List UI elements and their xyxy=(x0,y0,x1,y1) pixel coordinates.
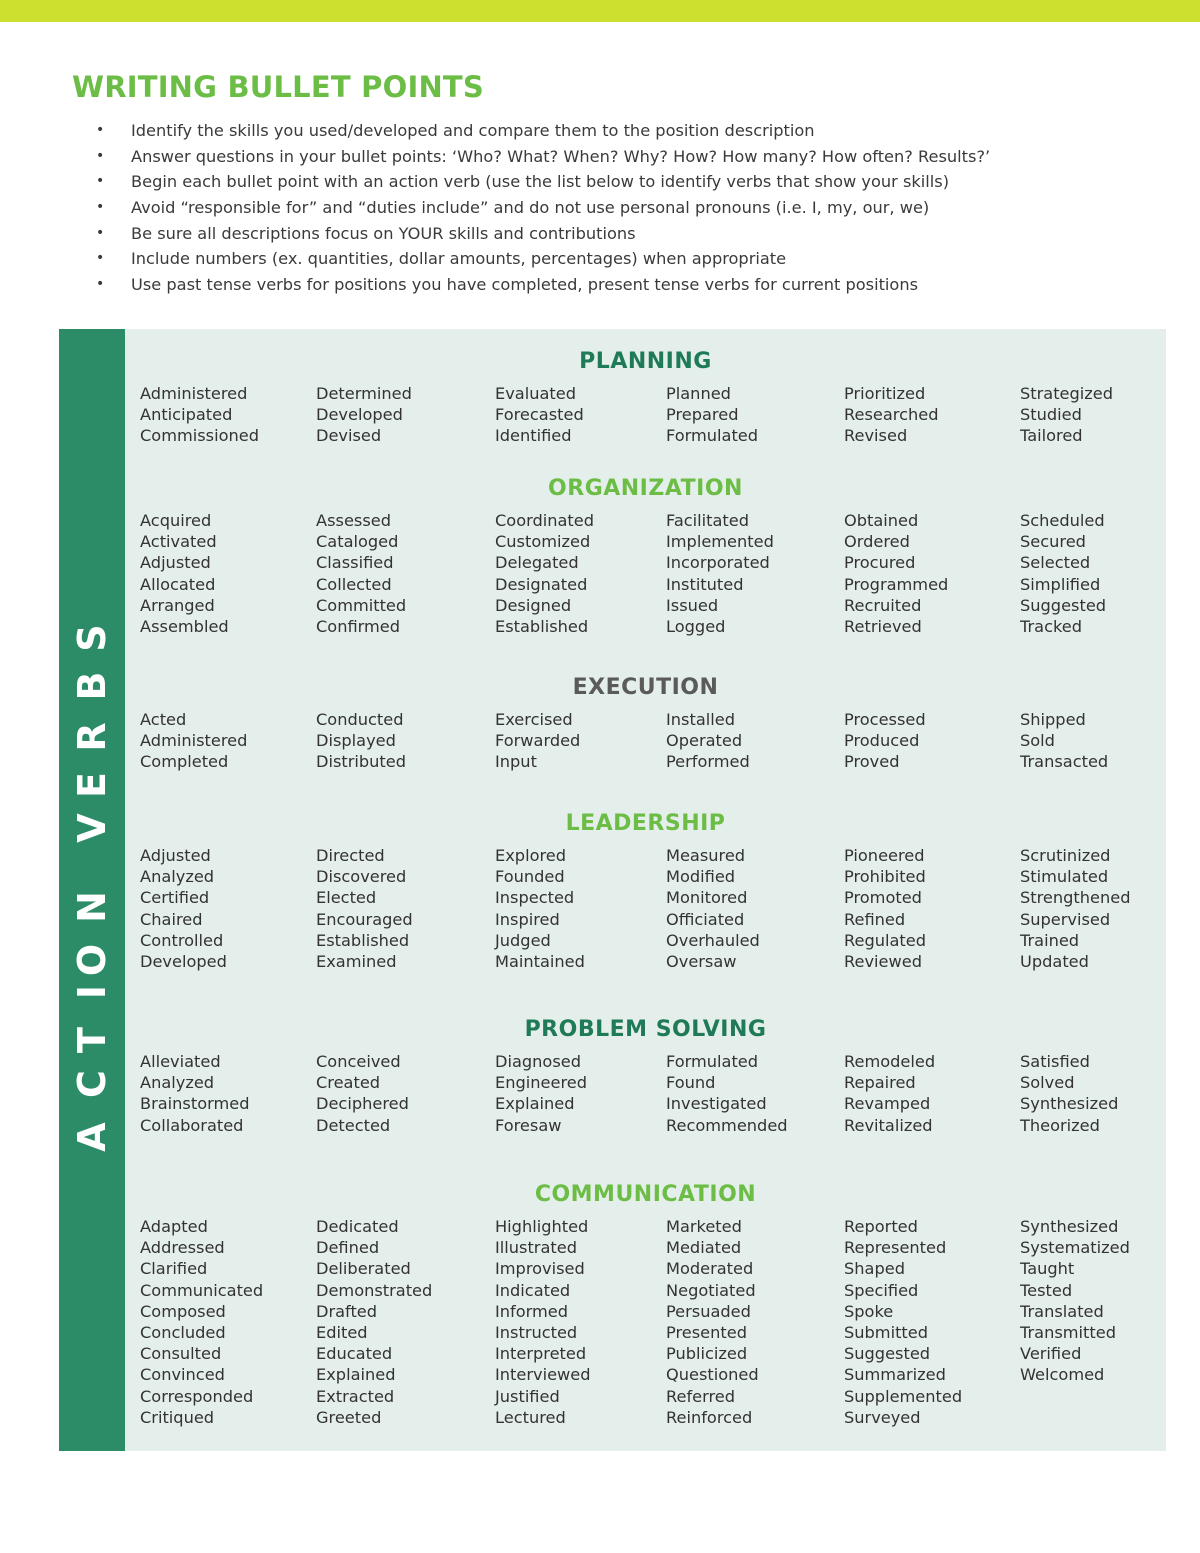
verb-column xyxy=(844,845,926,972)
verb-column xyxy=(316,845,413,972)
list-item-text: Include numbers (ex. quantities, dollar amounts, percentages) when appropriate xyxy=(131,249,787,269)
verb-item: Marketed xyxy=(666,1217,742,1236)
verb-item: Completed xyxy=(140,752,229,772)
verb-column xyxy=(140,383,259,447)
verb-item: Determined xyxy=(316,384,412,403)
verb-item: Justified xyxy=(495,1386,560,1406)
list-item xyxy=(96,195,1156,221)
verb-item: Strategized xyxy=(1020,384,1114,403)
verb-column xyxy=(844,1051,935,1136)
verb-item: Exercised xyxy=(495,710,573,729)
tips-list xyxy=(96,118,1156,298)
verb-item: Conducted xyxy=(316,710,404,729)
verb-item: Synthesized xyxy=(1020,1094,1119,1114)
verb-item: Promoted xyxy=(844,888,922,908)
verb-item: Secured xyxy=(1020,532,1086,552)
list-item xyxy=(96,169,1156,195)
bullet-glyph: • xyxy=(96,199,105,216)
verb-item: Moderated xyxy=(666,1259,754,1279)
verb-item: Dedicated xyxy=(316,1217,399,1236)
verb-item: Explained xyxy=(316,1365,396,1385)
page-title: WRITING BULLET POINTS xyxy=(72,70,484,104)
list-item-text: Be sure all descriptions focus on YOUR skills and contributions xyxy=(131,223,636,243)
sidebar-letter: N xyxy=(70,891,114,923)
sidebar-letter: S xyxy=(70,624,114,652)
verb-item: Analyzed xyxy=(140,1073,215,1093)
verb-item: Examined xyxy=(316,951,397,971)
verb-item: Corresponded xyxy=(140,1386,254,1406)
verb-item: Solved xyxy=(1020,1073,1075,1093)
verb-item: Referred xyxy=(666,1386,736,1406)
verb-column xyxy=(495,1051,587,1136)
verb-item: Inspired xyxy=(495,909,560,929)
verb-column xyxy=(495,383,584,447)
verb-item: Prioritized xyxy=(844,384,926,403)
verb-item: Repaired xyxy=(844,1073,916,1093)
verb-item: Administered xyxy=(140,731,248,751)
verb-item: Classified xyxy=(316,553,394,573)
verb-item: Transmitted xyxy=(1020,1322,1116,1342)
verb-item: Educated xyxy=(316,1344,393,1364)
bullet-glyph: • xyxy=(96,173,105,190)
sidebar-letter: A xyxy=(70,1122,114,1152)
verb-item: Convinced xyxy=(140,1365,225,1385)
section-title: COMMUNICATION xyxy=(534,1182,757,1207)
verb-item: Programmed xyxy=(844,574,949,594)
verb-column xyxy=(316,1216,432,1428)
verb-item: Reported xyxy=(844,1217,918,1236)
verb-item: Interviewed xyxy=(495,1365,591,1385)
bullet-glyph: • xyxy=(96,250,105,267)
verb-item: Designated xyxy=(495,574,588,594)
verb-item: Judged xyxy=(495,930,551,950)
verb-item: Collaborated xyxy=(140,1115,244,1135)
verb-item: Arranged xyxy=(140,595,215,615)
verb-item: Spoke xyxy=(844,1301,894,1321)
verb-column xyxy=(844,510,948,637)
verb-item: Mediated xyxy=(666,1238,742,1258)
verb-item: Obtained xyxy=(844,511,919,530)
verb-column xyxy=(316,383,412,447)
verb-item: Strengthened xyxy=(1020,888,1131,908)
verb-item: Instituted xyxy=(666,574,744,594)
verb-item: Developed xyxy=(316,405,403,425)
verb-item: Delegated xyxy=(495,553,579,573)
verb-column xyxy=(666,383,758,447)
verb-column xyxy=(1020,510,1106,637)
verb-item: Deciphered xyxy=(316,1094,409,1114)
verb-item: Inspected xyxy=(495,888,575,908)
verb-column xyxy=(495,1216,591,1428)
verb-item: Extracted xyxy=(316,1386,395,1406)
verb-item: Refined xyxy=(844,909,906,929)
verb-item: Illustrated xyxy=(495,1238,577,1258)
verb-item: Collected xyxy=(316,574,392,594)
verb-column xyxy=(844,1216,962,1428)
section-title: PLANNING xyxy=(579,349,712,374)
verb-item: Pioneered xyxy=(844,846,925,865)
verb-column xyxy=(316,1051,409,1136)
verb-item: Found xyxy=(666,1073,716,1093)
verb-item: Established xyxy=(495,616,589,636)
verb-item: Forwarded xyxy=(495,731,581,751)
verb-item: Performed xyxy=(666,752,750,772)
verb-item: Alleviated xyxy=(140,1052,221,1071)
verb-item: Formulated xyxy=(666,1052,759,1071)
verb-item: Shipped xyxy=(1020,710,1086,729)
verb-item: Supervised xyxy=(1020,909,1111,929)
verb-item: Reviewed xyxy=(844,951,922,971)
verb-item: Administered xyxy=(140,384,248,403)
verb-item: Designed xyxy=(495,595,572,615)
section-title: EXECUTION xyxy=(572,675,719,700)
verb-item: Engineered xyxy=(495,1073,587,1093)
verb-item: Adjusted xyxy=(140,846,211,865)
verb-item: Submitted xyxy=(844,1322,929,1342)
verb-column xyxy=(1020,1216,1130,1386)
list-item-text: Answer questions in your bullet points: ‘Who? What? When? Why? How? How many? How often? Results?’ xyxy=(131,146,991,166)
verb-item: Conceived xyxy=(316,1052,401,1071)
verb-column xyxy=(316,709,406,773)
verb-item: Defined xyxy=(316,1238,380,1258)
verb-column xyxy=(666,510,774,637)
verb-item: Detected xyxy=(316,1115,391,1135)
verb-item: Researched xyxy=(844,405,939,425)
verb-item: Reinforced xyxy=(666,1407,753,1427)
bullet-glyph: • xyxy=(96,147,105,164)
verb-item: Acquired xyxy=(140,511,212,530)
verb-column xyxy=(666,845,760,972)
verb-item: Scheduled xyxy=(1020,511,1105,530)
verb-item: Activated xyxy=(140,532,217,552)
verb-item: Distributed xyxy=(316,752,407,772)
verb-item: Implemented xyxy=(666,532,774,552)
verb-item: Taught xyxy=(1020,1259,1075,1279)
verb-column xyxy=(140,709,247,773)
verb-item: Translated xyxy=(1020,1301,1104,1321)
sidebar-letter: O xyxy=(70,943,114,977)
verb-column xyxy=(1020,709,1108,773)
verb-column xyxy=(316,510,406,637)
verb-item: Assessed xyxy=(316,511,392,530)
verb-item: Foresaw xyxy=(495,1115,562,1135)
verb-item: Composed xyxy=(140,1301,226,1321)
verb-item: Concluded xyxy=(140,1322,226,1342)
verb-item: Satisfied xyxy=(1020,1052,1090,1071)
verb-item: Presented xyxy=(666,1322,747,1342)
verb-item: Remodeled xyxy=(844,1052,936,1071)
verb-item: Confirmed xyxy=(316,616,401,636)
verb-item: Investigated xyxy=(666,1094,767,1114)
verb-item: Planned xyxy=(666,384,731,403)
verb-item: Encouraged xyxy=(316,909,413,929)
verb-item: Discovered xyxy=(316,867,407,887)
sidebar-letter: E xyxy=(70,772,114,798)
sidebar-letter: I xyxy=(70,984,114,1000)
verb-item: Facilitated xyxy=(666,511,749,530)
verb-item: Edited xyxy=(316,1322,368,1342)
verb-item: Stimulated xyxy=(1020,867,1109,887)
verb-item: Chaired xyxy=(140,909,203,929)
verb-column xyxy=(1020,383,1113,447)
verb-item: Critiqued xyxy=(140,1407,215,1427)
verb-item: Synthesized xyxy=(1020,1217,1119,1236)
verb-item: Cataloged xyxy=(316,532,399,552)
action-verbs-panel xyxy=(59,329,1166,1451)
verb-item: Proved xyxy=(844,752,900,772)
verb-item: Developed xyxy=(140,951,227,971)
list-item-text: Begin each bullet point with an action verb (use the list below to identify verbs that show your skills) xyxy=(131,172,950,192)
verb-item: Informed xyxy=(495,1301,569,1321)
action-verbs-sidebar xyxy=(59,329,125,1451)
verb-item: Communicated xyxy=(140,1280,264,1300)
verb-item: Improvised xyxy=(495,1259,585,1279)
verb-item: Regulated xyxy=(844,930,927,950)
verb-item: Forecasted xyxy=(495,405,584,425)
verb-item: Clarified xyxy=(140,1259,208,1279)
section-title: PROBLEM SOLVING xyxy=(524,1017,767,1042)
verb-item: Overhauled xyxy=(666,930,760,950)
top-accent-bar xyxy=(0,0,1200,22)
list-item xyxy=(96,221,1156,247)
verb-item: Explored xyxy=(495,846,567,865)
verb-item: Supplemented xyxy=(844,1386,963,1406)
verb-item: Operated xyxy=(666,731,743,751)
verb-column xyxy=(495,845,585,972)
bullet-glyph: • xyxy=(96,276,105,293)
verb-item: Surveyed xyxy=(844,1407,921,1427)
verb-item: Incorporated xyxy=(666,553,770,573)
verb-item: Certified xyxy=(140,888,210,908)
verb-item: Negotiated xyxy=(666,1280,756,1300)
verb-column xyxy=(495,709,580,773)
verb-item: Indicated xyxy=(495,1280,571,1300)
verb-item: Represented xyxy=(844,1238,947,1258)
verb-item: Publicized xyxy=(666,1344,748,1364)
verb-item: Ordered xyxy=(844,532,910,552)
verb-item: Tested xyxy=(1020,1280,1073,1300)
verb-item: Prohibited xyxy=(844,867,926,887)
verb-item: Verified xyxy=(1020,1344,1082,1364)
verb-item: Evaluated xyxy=(495,384,576,403)
list-item xyxy=(96,272,1156,298)
verb-column xyxy=(1020,1051,1118,1136)
list-item-text: Identify the skills you used/developed and compare them to the position description xyxy=(131,121,815,140)
verb-item: Committed xyxy=(316,595,407,615)
verb-item: Highlighted xyxy=(495,1217,589,1236)
verb-item: Created xyxy=(316,1073,381,1093)
list-item-text: Avoid “responsible for” and “duties include” and do not use personal pronouns (i.e. I, my, our, we) xyxy=(131,198,930,218)
verb-item: Lectured xyxy=(495,1407,566,1427)
verb-column xyxy=(140,510,229,637)
verb-column xyxy=(666,1216,759,1428)
verb-column xyxy=(1020,845,1130,972)
verb-item: Demonstrated xyxy=(316,1280,433,1300)
verb-item: Greeted xyxy=(316,1407,382,1427)
sidebar-letter: B xyxy=(70,671,114,701)
verb-item: Assembled xyxy=(140,616,229,636)
verb-item: Measured xyxy=(666,846,746,865)
verb-item: Issued xyxy=(666,595,719,615)
verb-item: Updated xyxy=(1020,951,1089,971)
verb-item: Tailored xyxy=(1020,426,1083,446)
verb-item: Directed xyxy=(316,846,385,865)
verb-item: Suggested xyxy=(844,1344,931,1364)
verb-item: Installed xyxy=(666,710,735,729)
verb-item: Deliberated xyxy=(316,1259,411,1279)
verb-item: Coordinated xyxy=(495,511,595,530)
verb-item: Suggested xyxy=(1020,595,1107,615)
verb-item: Scrutinized xyxy=(1020,846,1111,865)
bullet-glyph: • xyxy=(96,122,105,138)
verb-item: Modified xyxy=(666,867,736,887)
verb-column xyxy=(140,1216,263,1428)
list-item xyxy=(96,118,1156,144)
verb-item: Revised xyxy=(844,426,908,446)
verb-item: Logged xyxy=(666,616,726,636)
verb-item: Processed xyxy=(844,710,926,729)
verb-item: Revamped xyxy=(844,1094,931,1114)
verb-item: Procured xyxy=(844,553,916,573)
bullet-glyph: • xyxy=(96,224,105,241)
verb-item: Retrieved xyxy=(844,616,922,636)
verb-column xyxy=(666,709,750,773)
verb-item: Oversaw xyxy=(666,951,737,971)
verb-column xyxy=(844,383,938,447)
verb-item: Anticipated xyxy=(140,405,233,425)
sidebar-letter: R xyxy=(70,722,114,752)
sidebar-letter: C xyxy=(70,1070,114,1098)
verb-item: Explained xyxy=(495,1094,575,1114)
sidebar-letter: T xyxy=(70,1027,114,1053)
verb-item: Persuaded xyxy=(666,1301,751,1321)
list-item xyxy=(96,246,1156,272)
verb-column xyxy=(495,510,594,637)
verb-item: Tracked xyxy=(1020,616,1083,636)
verb-item: Acted xyxy=(140,710,187,729)
verb-item: Analyzed xyxy=(140,867,215,887)
verb-column xyxy=(140,1051,250,1136)
verb-item: Simplified xyxy=(1020,574,1101,594)
verb-item: Devised xyxy=(316,426,382,446)
verb-item: Drafted xyxy=(316,1301,378,1321)
verb-item: Diagnosed xyxy=(495,1052,581,1071)
verb-item: Formulated xyxy=(666,426,759,446)
verb-item: Addressed xyxy=(140,1238,225,1258)
verb-item: Adjusted xyxy=(140,553,211,573)
verb-item: Systematized xyxy=(1020,1238,1130,1258)
verb-item: Customized xyxy=(495,532,591,552)
verb-item: Consulted xyxy=(140,1344,222,1364)
verb-item: Prepared xyxy=(666,405,739,425)
verb-item: Produced xyxy=(844,731,920,751)
section-title: LEADERSHIP xyxy=(565,811,726,836)
verb-item: Founded xyxy=(495,867,565,887)
verb-item: Adapted xyxy=(140,1217,208,1236)
verb-item: Brainstormed xyxy=(140,1094,250,1114)
verb-item: Controlled xyxy=(140,930,224,950)
verb-item: Officiated xyxy=(666,909,745,929)
verb-item: Allocated xyxy=(140,574,216,594)
verb-item: Sold xyxy=(1020,731,1055,751)
section-title: ORGANIZATION xyxy=(548,476,743,501)
verb-item: Displayed xyxy=(316,731,396,751)
verb-item: Welcomed xyxy=(1020,1365,1105,1385)
list-item-text: Use past tense verbs for positions you have completed, present tense verbs for current positions xyxy=(131,275,919,295)
verb-item: Maintained xyxy=(495,951,585,971)
verb-column xyxy=(666,1051,788,1136)
verb-item: Studied xyxy=(1020,405,1082,425)
verb-item: Interpreted xyxy=(495,1344,587,1364)
verb-item: Commissioned xyxy=(140,426,260,446)
verb-item: Instructed xyxy=(495,1322,578,1342)
verb-column xyxy=(140,845,227,972)
verb-column xyxy=(844,709,926,773)
verb-item: Recruited xyxy=(844,595,922,615)
verb-item: Specified xyxy=(844,1280,919,1300)
verb-item: Elected xyxy=(316,888,377,908)
verb-item: Summarized xyxy=(844,1365,946,1385)
verb-item: Theorized xyxy=(1020,1115,1100,1135)
verb-item: Identified xyxy=(495,426,572,446)
verb-item: Monitored xyxy=(666,888,748,908)
verb-item: Recommended xyxy=(666,1115,788,1135)
sidebar-letter: V xyxy=(70,813,114,843)
verb-item: Trained xyxy=(1020,930,1080,950)
list-item xyxy=(96,144,1156,170)
verb-item: Transacted xyxy=(1020,752,1109,772)
verb-item: Questioned xyxy=(666,1365,759,1385)
verb-item: Input xyxy=(495,752,537,772)
verb-item: Revitalized xyxy=(844,1115,933,1135)
verb-item: Selected xyxy=(1020,553,1091,573)
verb-item: Shaped xyxy=(844,1259,905,1279)
verb-item: Established xyxy=(316,930,410,950)
